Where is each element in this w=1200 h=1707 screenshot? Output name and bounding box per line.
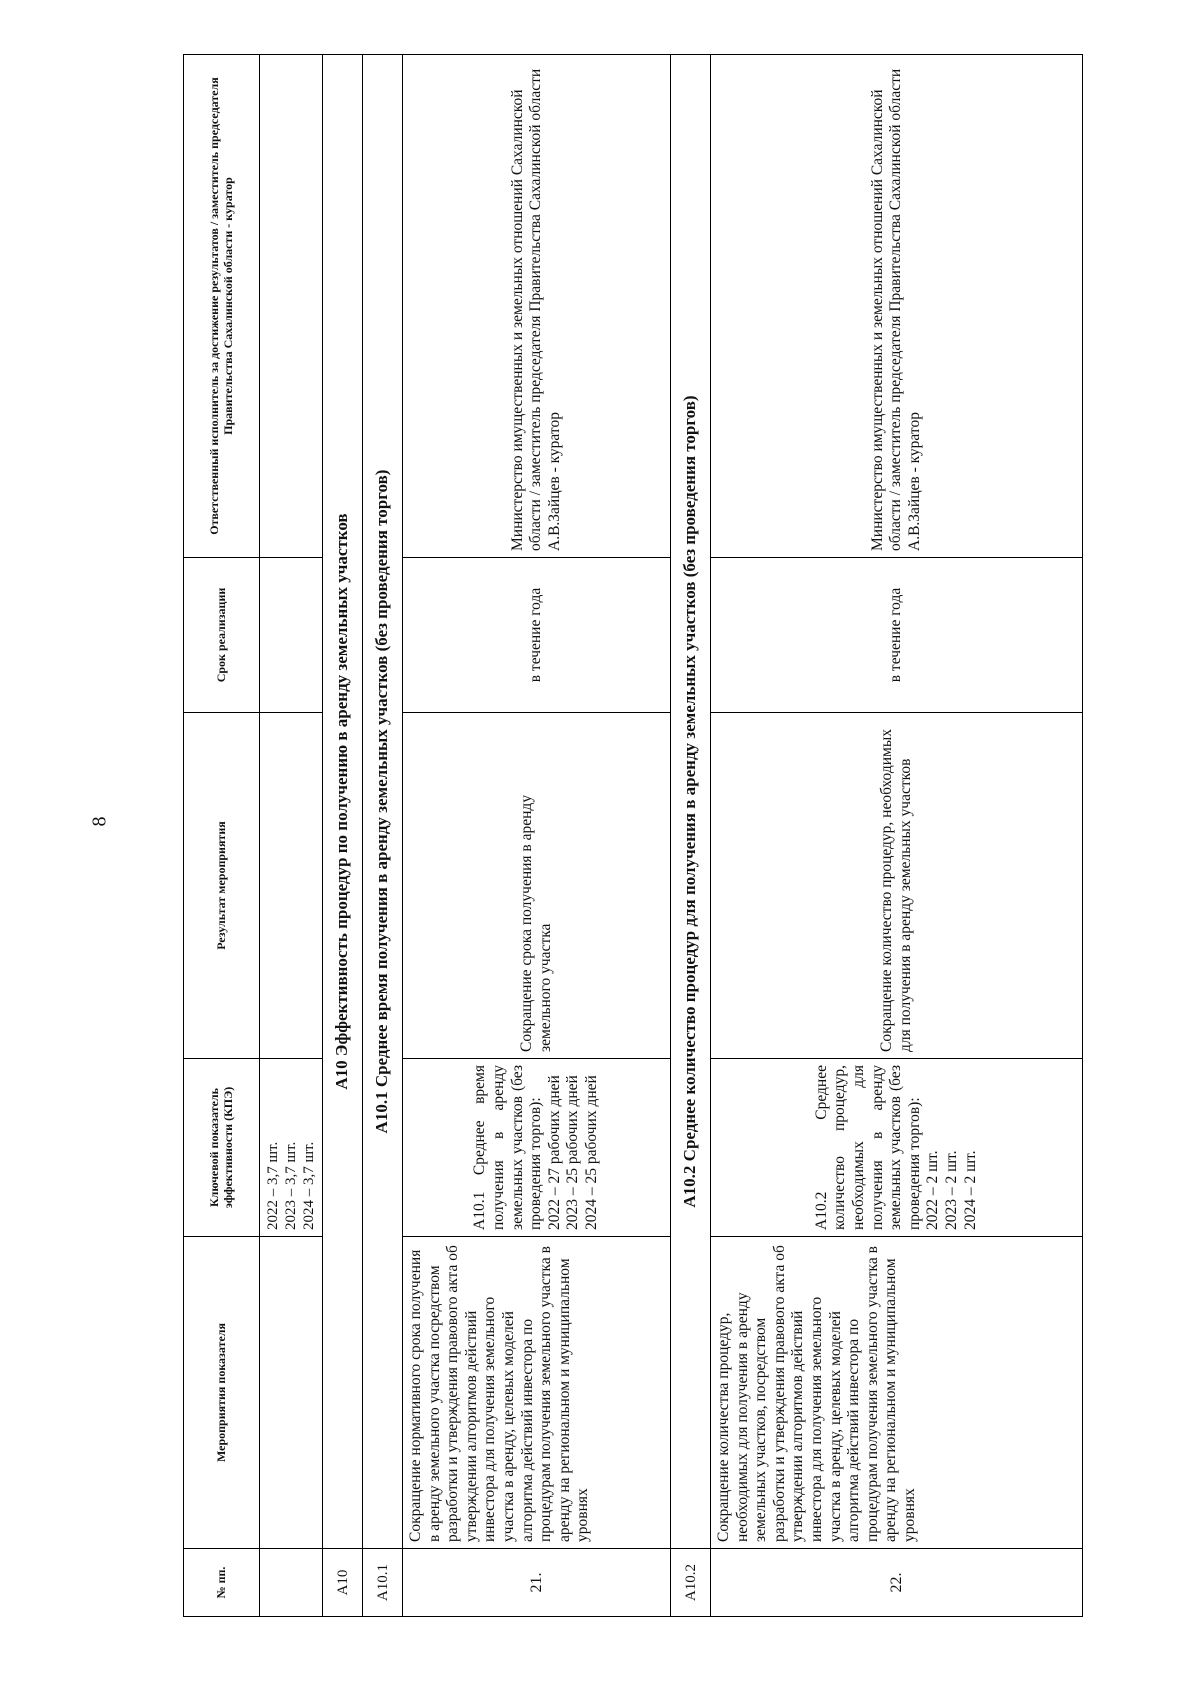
- section-row-a10-2: [671, 55, 711, 1617]
- cont-term: [260, 558, 323, 713]
- row-22-term: в течение года: [711, 558, 1083, 713]
- section-row-a10: [323, 55, 363, 1617]
- section-title-a10-1: А10.1 Среднее время получения в аренду земельных участков (без проведения торгов): [363, 55, 403, 1549]
- row-21-kpi: А10.1 Среднее время получения в аренду земельных участков (без проведения торгов): 2022 – 27 рабочих дней 2023 – 25 рабочих дней 2024 – 25 рабочих дней: [403, 1059, 671, 1237]
- measures-table: [183, 54, 1083, 1617]
- section-row-a10-1: [363, 55, 403, 1617]
- header-responsible: Ответственный исполнитель за достижение результатов / заместитель председателя Правительства Сахалинской области - куратор: [184, 55, 260, 558]
- section-code-a10: А10: [323, 1549, 363, 1617]
- section-title-a10: А10 Эффективность процедур по получению в аренду земельных участков: [323, 55, 363, 1549]
- header-kpi: Ключевой показатель эффективности (КПЭ): [184, 1059, 260, 1237]
- row-21-result: Сокращение срока получения в аренду земельного участка: [403, 713, 671, 1059]
- cont-kpi: 2022 – 3,7 шт. 2023 – 3,7 шт. 2024 – 3,7 шт.: [260, 1059, 323, 1237]
- row-21-responsible: Министерство имущественных и земельных отношений Сахалинской области / заместитель председателя Правительства Сахалинской области А.В.Зайцев - куратор: [403, 55, 671, 558]
- table-row-21: [403, 55, 671, 1617]
- header-measures: Мероприятия показателя: [184, 1237, 260, 1549]
- row-21-measures: Сокращение нормативного срока получения в аренду земельного участка посредством разработки и утверждения правового акта об утверждении алгоритмов действий инвестора для получения земельного участка в аренду, целевых моделей алгоритма действий инвестора по процедурам получения земельного участка в аренду на региональном и муниципальном уровнях: [403, 1237, 671, 1549]
- rotated-table-sheet: [183, 55, 1083, 1617]
- row-22-num: 22.: [711, 1549, 1083, 1617]
- row-22-measures: Сокращение количества процедур, необходимых для получения в аренду земельных участков, посредством разработки и утверждения правового акта об утверждении алгоритмов действий инвестора для получения земельного участка в аренду, целевых моделей алгоритма действий инвестора по процедурам получения земельного участка в аренду на региональном и муниципальном уровнях: [711, 1237, 1083, 1549]
- section-title-a10-2: А10.2 Среднее количество процедур для получения в аренду земельных участков (без проведения торгов): [671, 55, 711, 1549]
- section-code-a10-2: А10.2: [671, 1549, 711, 1617]
- header-num: № пп.: [184, 1549, 260, 1617]
- table-row-22: [711, 55, 1083, 1617]
- table-header-row: [184, 55, 260, 1617]
- header-term: Срок реализации: [184, 558, 260, 713]
- table-row-continued: [260, 55, 323, 1617]
- cont-num: [260, 1549, 323, 1617]
- cont-measures: [260, 1237, 323, 1549]
- page-number: 8: [88, 816, 111, 827]
- cont-responsible: [260, 55, 323, 558]
- row-21-term: в течение года: [403, 558, 671, 713]
- section-code-a10-1: А10.1: [363, 1549, 403, 1617]
- cont-result: [260, 713, 323, 1059]
- row-22-responsible: Министерство имущественных и земельных отношений Сахалинской области / заместитель председателя Правительства Сахалинской области А.В.Зайцев - куратор: [711, 55, 1083, 558]
- header-result: Результат мероприятия: [184, 713, 260, 1059]
- row-22-result: Сокращение количество процедур, необходимых для получения в аренду земельных участков: [711, 713, 1083, 1059]
- row-22-kpi: А10.2 Среднее количество процедур, необходимых для получения в аренду земельных участков (без проведения торгов): 2022 – 2 шт. 2023 – 2 шт. 2024 – 2 шт.: [711, 1059, 1083, 1237]
- row-21-num: 21.: [403, 1549, 671, 1617]
